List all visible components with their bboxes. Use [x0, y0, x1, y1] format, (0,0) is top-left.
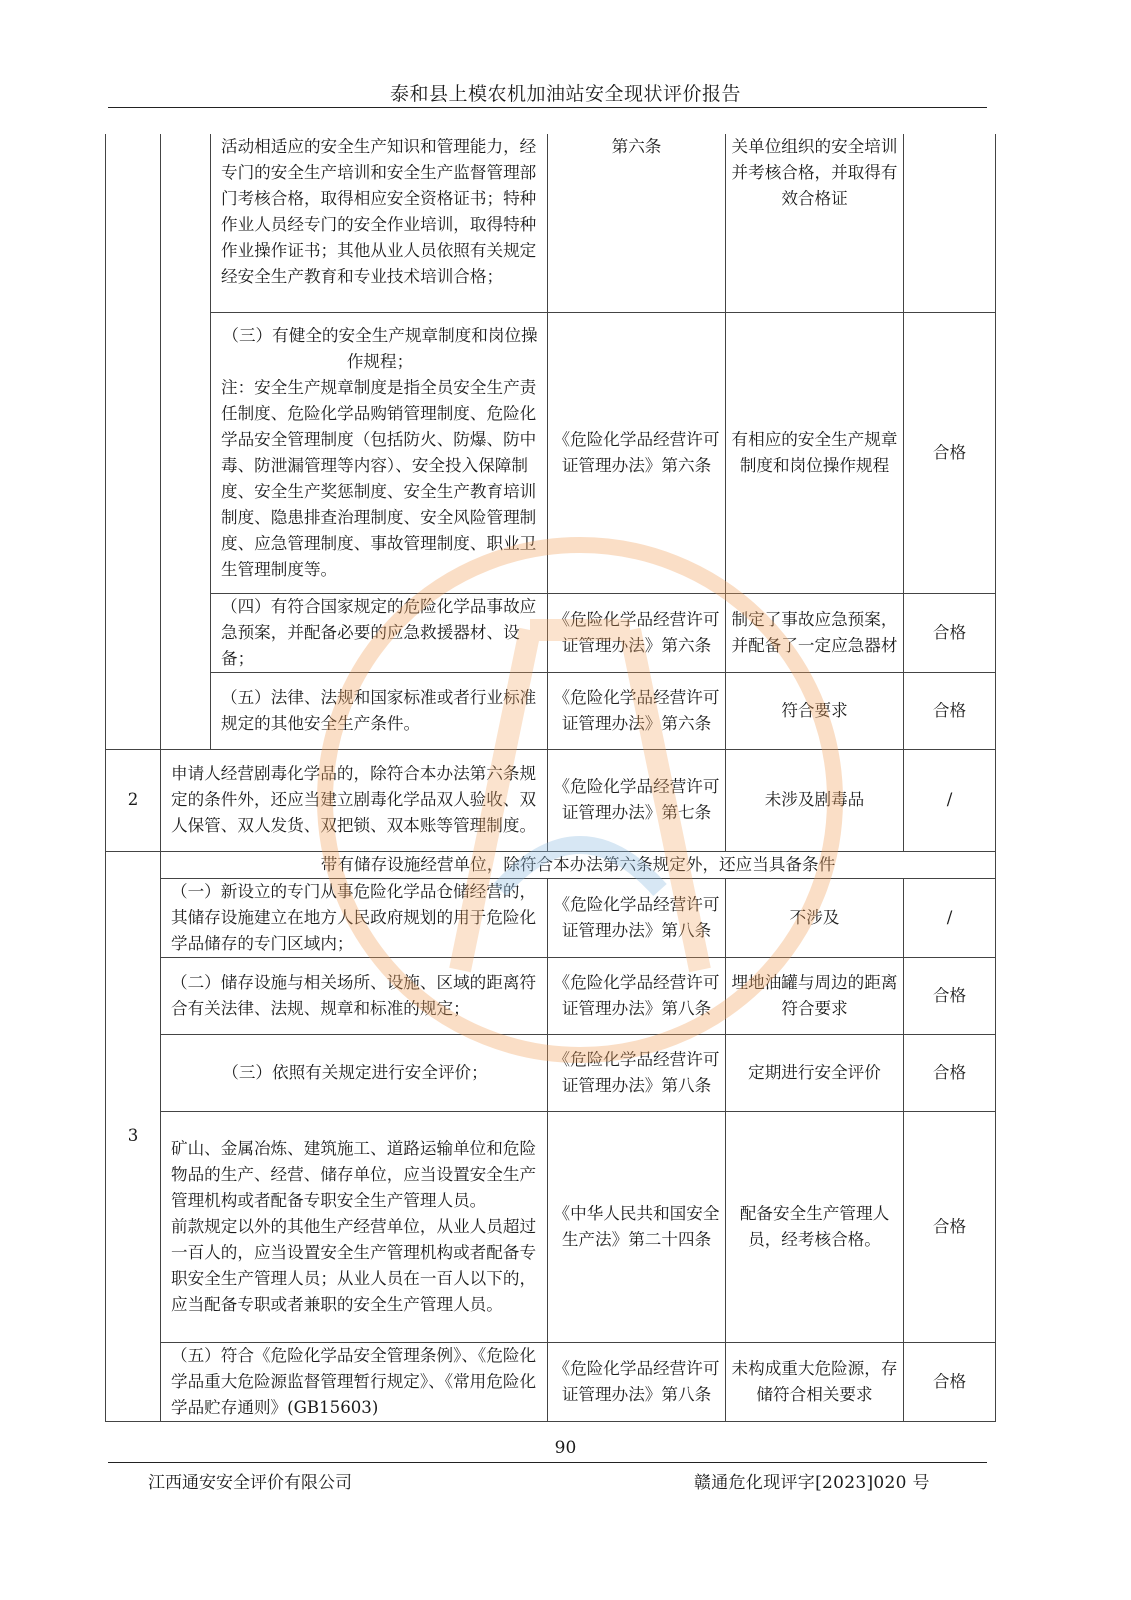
footer-report-number: 赣通危化现评字[2023]020 号 [694, 1473, 930, 1493]
status-cell: 符合要求 [726, 672, 904, 749]
footer-company: 江西通安安全评价有限公司 [148, 1473, 352, 1493]
requirement-cell: （五）法律、法规和国家标准或者行业标准规定的其他安全生产条件。 [211, 672, 548, 749]
requirement-cell: 活动相适应的安全生产知识和管理能力，经专门的安全生产培训和安全生产监督管理部门考核合格，取得相应安全资格证书；特种作业人员经专门的安全作业培训，取得特种作业操作证书；其他从业人员依照有关规定经安全生产教育和专业技术培训合格； [211, 134, 548, 312]
requirement-note: 注：安全生产规章制度是指全员安全生产责任制度、危险化学品购销管理制度、危险化学品安全管理制度（包括防火、防爆、防中毒、防泄漏管理等内容）、安全投入保障制度、安全生产奖惩制度、安全生产教育培训制度、隐患排查治理制度、安全风险管理制度、应急管理制度、事故管理制度、职业卫生管理制度等。 [221, 377, 537, 579]
result-cell: / [904, 878, 996, 957]
result-cell: 合格 [904, 312, 996, 593]
table-row [106, 134, 996, 312]
requirement-clause: （三）有健全的安全生产规章制度和岗位操作规程； [222, 325, 538, 371]
table-row [106, 1342, 996, 1421]
status-cell: 埋地油罐与周边的距离符合要求 [726, 957, 904, 1034]
status-cell: 未构成重大危险源，存储符合相关要求 [726, 1342, 904, 1421]
basis-cell: 《危险化学品经营许可证管理办法》第八条 [548, 957, 726, 1034]
result-cell: 合格 [904, 1111, 996, 1342]
table-row [106, 957, 996, 1034]
item-number: 3 [106, 851, 161, 1421]
table-row [106, 878, 996, 957]
requirement-cell: （五）符合《危险化学品安全管理条例》、《危险化学品重大危险源监督管理暂行规定》、《常用危险化学品贮存通则》(GB15603) [161, 1342, 548, 1421]
status-cell: 制定了事故应急预案，并配备了一定应急器材 [726, 593, 904, 672]
status-cell: 配备安全生产管理人员，经考核合格。 [726, 1111, 904, 1342]
table-row [106, 1034, 996, 1111]
item-number: 2 [106, 749, 161, 851]
page-header-title: 泰和县上模农机加油站安全现状评价报告 [389, 83, 741, 105]
table-row [106, 312, 996, 593]
result-cell [904, 134, 996, 312]
basis-cell: 《危险化学品经营许可证管理办法》第八条 [548, 878, 726, 957]
table-row [106, 851, 996, 878]
basis-cell: 《中华人民共和国安全生产法》第二十四条 [548, 1111, 726, 1342]
result-cell: / [904, 749, 996, 851]
result-cell: 合格 [904, 1342, 996, 1421]
requirement-paragraph: 前款规定以外的其他生产经营单位，从业人员超过一百人的，应当设置安全生产管理机构或者配备专职安全生产管理人员；从业人员在一百人以下的，应当配备专职或者兼职的安全生产管理人员。 [171, 1216, 537, 1314]
basis-cell: 第六条 [548, 134, 726, 312]
status-cell: 未涉及剧毒品 [726, 749, 904, 851]
table-row [106, 672, 996, 749]
basis-cell: 《危险化学品经营许可证管理办法》第七条 [548, 749, 726, 851]
basis-cell: 《危险化学品经营许可证管理办法》第六条 [548, 672, 726, 749]
basis-cell: 《危险化学品经营许可证管理办法》第六条 [548, 593, 726, 672]
table-cell-no [106, 134, 161, 749]
status-cell: 不涉及 [726, 878, 904, 957]
basis-cell: 《危险化学品经营许可证管理办法》第八条 [548, 1342, 726, 1421]
section-intro: 带有储存设施经营单位，除符合本办法第六条规定外，还应当具备条件 [161, 851, 996, 878]
table-row [106, 749, 996, 851]
status-cell: 定期进行安全评价 [726, 1034, 904, 1111]
page-number: 90 [554, 1438, 577, 1458]
basis-cell: 《危险化学品经营许可证管理办法》第六条 [548, 312, 726, 593]
basis-cell: 《危险化学品经营许可证管理办法》第八条 [548, 1034, 726, 1111]
requirement-cell [211, 312, 548, 593]
requirement-cell: （二）储存设施与相关场所、设施、区域的距离符合有关法律、法规、规章和标准的规定； [161, 957, 548, 1034]
requirement-paragraph: 矿山、金属冶炼、建筑施工、道路运输单位和危险物品的生产、经营、储存单位，应当设置安全生产管理机构或者配备专职安全生产管理人员。 [171, 1138, 537, 1210]
requirement-cell: 申请人经营剧毒化学品的，除符合本办法第六条规定的条件外，还应当建立剧毒化学品双人验收、双人保管、双人发货、双把锁、双本账等管理制度。 [161, 749, 548, 851]
requirement-cell: （一）新设立的专门从事危险化学品仓储经营的，其储存设施建立在地方人民政府规划的用于危险化学品储存的专门区域内； [161, 878, 548, 957]
evaluation-table [105, 134, 996, 1422]
footer-divider [108, 1462, 987, 1463]
requirement-cell [161, 1111, 548, 1342]
status-cell: 有相应的安全生产规章制度和岗位操作规程 [726, 312, 904, 593]
header-divider [108, 107, 987, 108]
result-cell: 合格 [904, 672, 996, 749]
status-cell: 关单位组织的安全培训并考核合格，并取得有效合格证 [726, 134, 904, 312]
result-cell: 合格 [904, 593, 996, 672]
requirement-cell: （四）有符合国家规定的危险化学品事故应急预案，并配备必要的应急救援器材、设备； [211, 593, 548, 672]
table-row [106, 1111, 996, 1342]
requirement-cell: （三）依照有关规定进行安全评价； [161, 1034, 548, 1111]
result-cell: 合格 [904, 1034, 996, 1111]
table-cell-sub [161, 134, 211, 749]
result-cell: 合格 [904, 957, 996, 1034]
table-row [106, 593, 996, 672]
